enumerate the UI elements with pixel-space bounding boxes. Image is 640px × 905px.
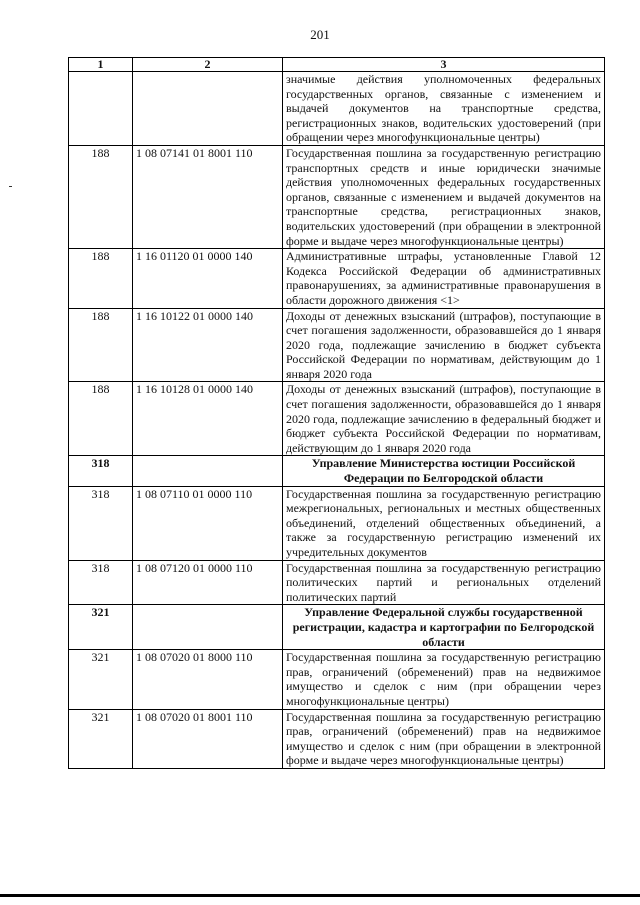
description-cell: Государственная пошлина за государственную регистрацию прав, ограничений (обременений) прав на недвижимое имущество и сделок с ним (при обращении в электронной форме и выдаче через многофункциональные центры) xyxy=(283,709,605,768)
table-row xyxy=(69,486,605,560)
description-cell: Административные штрафы, установленные Главой 12 Кодекса Российской Федерации об административных правонарушениях, за административные правонарушения в области дорожного движения <1> xyxy=(283,249,605,308)
admin-code-cell: 321 xyxy=(69,605,133,650)
revenue-table xyxy=(68,57,605,769)
admin-code-cell: 188 xyxy=(69,249,133,308)
agency-name-cell: Управление Федеральной службы государственной регистрации, кадастра и картографии по Белгородской области xyxy=(283,605,605,650)
table-row xyxy=(69,72,605,146)
table-row xyxy=(69,145,605,248)
section-header-row xyxy=(69,605,605,650)
kbk-cell: 1 16 10128 01 0000 140 xyxy=(133,382,283,456)
admin-code-cell: 318 xyxy=(69,560,133,605)
kbk-cell: 1 08 07020 01 8000 110 xyxy=(133,650,283,709)
admin-code-cell: 318 xyxy=(69,486,133,560)
header-col-1: 1 xyxy=(69,58,133,72)
kbk-cell: 1 08 07110 01 0000 110 xyxy=(133,486,283,560)
kbk-cell: 1 16 10122 01 0000 140 xyxy=(133,308,283,382)
header-col-3: 3 xyxy=(283,58,605,72)
scan-mark xyxy=(9,186,12,187)
description-cell: Государственная пошлина за государственную регистрацию прав, ограничений (обременений) прав на недвижимое имущество и сделок с ним (при обращении через многофункциональные центры) xyxy=(283,650,605,709)
agency-name-cell: Управление Министерства юстиции Российской Федерации по Белгородской области xyxy=(283,456,605,486)
table-row xyxy=(69,382,605,456)
admin-code-cell: 188 xyxy=(69,308,133,382)
admin-code-cell: 188 xyxy=(69,145,133,248)
admin-code-cell: 321 xyxy=(69,650,133,709)
kbk-cell: 1 16 01120 01 0000 140 xyxy=(133,249,283,308)
kbk-cell: 1 08 07020 01 8001 110 xyxy=(133,709,283,768)
kbk-cell xyxy=(133,605,283,650)
admin-code-cell: 321 xyxy=(69,709,133,768)
description-cell: Доходы от денежных взысканий (штрафов), поступающие в счет погашения задолженности, образовавшейся до 1 января 2020 года, подлежащие зачислению в федеральный бюджет и бюджет субъекта Российской Федерации по нормативам, действующим до 1 января 2020 года xyxy=(283,382,605,456)
table-row xyxy=(69,650,605,709)
admin-code-cell: 188 xyxy=(69,382,133,456)
description-cell: Доходы от денежных взысканий (штрафов), поступающие в счет погашения задолженности, образовавшейся до 1 января 2020 года, подлежащие зачислению в бюджет субъекта Российской Федерации по нормативам, действующим до 1 января 2020 года xyxy=(283,308,605,382)
table-row xyxy=(69,308,605,382)
description-cell: Государственная пошлина за государственную регистрацию межрегиональных, региональных и местных общественных объединений, отделений общественных объединений, а также за государственную регистрацию изменений их учредительных документов xyxy=(283,486,605,560)
header-col-2: 2 xyxy=(133,58,283,72)
description-cell: значимые действия уполномоченных федеральных государственных органов, связанные с изменением и выдачей документов на транспортные средства, регистрационных знаков, водительских удостоверений (при обращении через многофункциональные центры) xyxy=(283,72,605,146)
table-row xyxy=(69,709,605,768)
description-cell: Государственная пошлина за государственную регистрацию транспортных средств и иные юридически значимые действия уполномоченных федеральных государственных органов, связанные с изменением и выдачей документов на транспортные средства, регистрационных знаков, водительских удостоверений (при обращении в электронной форме и выдаче через многофункциональные центры) xyxy=(283,145,605,248)
scan-edge-line xyxy=(0,894,640,897)
kbk-cell xyxy=(133,456,283,486)
section-header-row xyxy=(69,456,605,486)
kbk-cell xyxy=(133,72,283,146)
description-cell: Государственная пошлина за государственную регистрацию политических партий и региональных отделений политических партий xyxy=(283,560,605,605)
admin-code-cell xyxy=(69,72,133,146)
kbk-cell: 1 08 07141 01 8001 110 xyxy=(133,145,283,248)
header-row xyxy=(69,58,605,72)
kbk-cell: 1 08 07120 01 0000 110 xyxy=(133,560,283,605)
table-row xyxy=(69,249,605,308)
page-number: 201 xyxy=(310,27,330,42)
table-row xyxy=(69,560,605,605)
admin-code-cell: 318 xyxy=(69,456,133,486)
